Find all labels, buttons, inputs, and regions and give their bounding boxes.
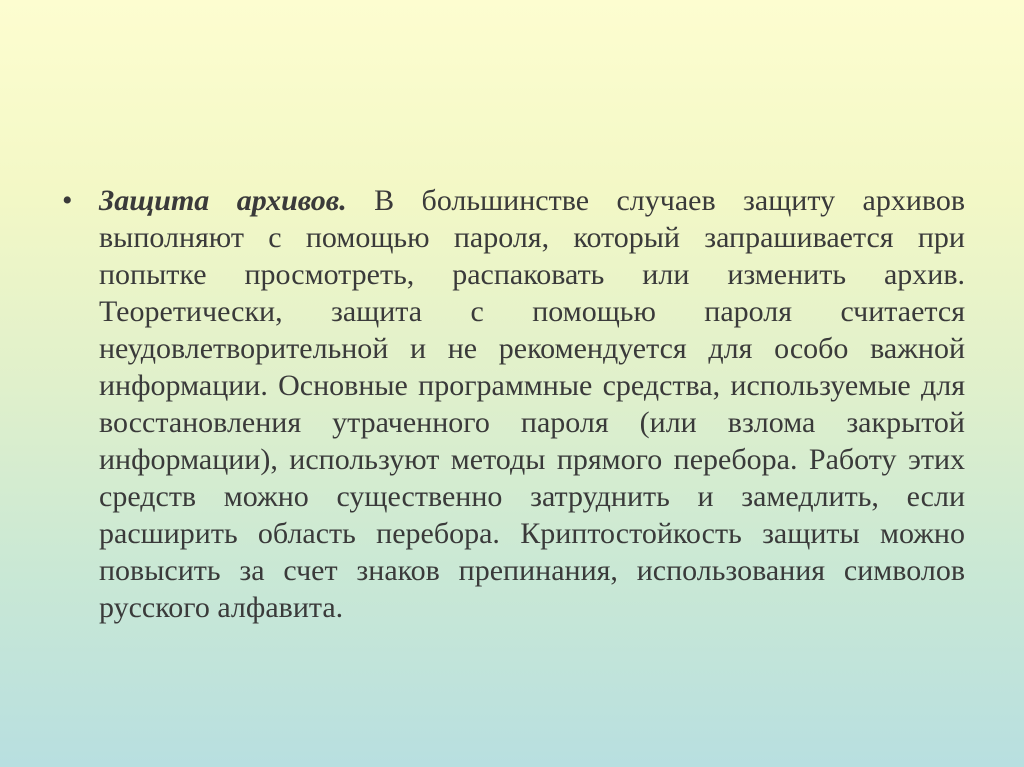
- term-heading: Защита архивов.: [99, 184, 347, 217]
- bullet-marker: •: [62, 184, 73, 217]
- body-text: В большинстве случаев защиту архивов выполняют с помощью пароля, который запрашивается при попытке просмотреть, распаковать или изменить архив. Теоретически, защита с помощью пароля считается неудовлетворительной и не рекомендуется для особо важной информации. Основные программные средства, используемые для восстановления утраченного пароля (или взлома закрытой информации), используют методы прямого перебора. Работу этих средств можно существенно затруднить и замедлить, если расширить область перебора. Криптостойкость защиты можно повысить за счет знаков препинания, использования символов русского алфавита.: [99, 184, 965, 624]
- body-paragraph: [99, 182, 965, 626]
